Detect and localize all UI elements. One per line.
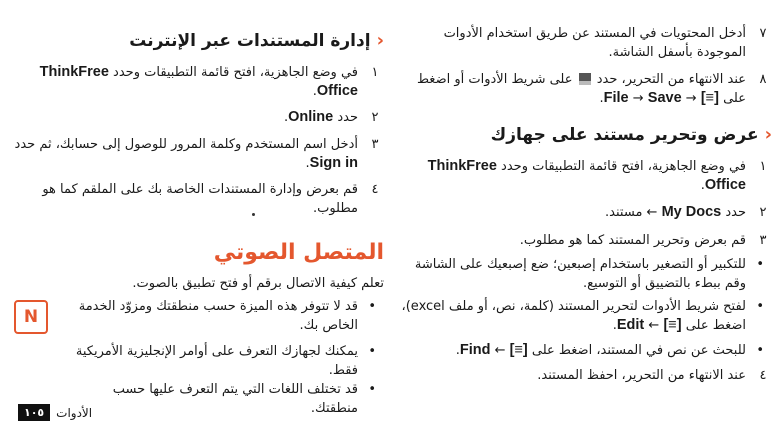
option-sign-in: Sign in: [309, 155, 358, 171]
bullet-text: للبحث عن نص في المستند، اضغط على [≡] ← Find.: [455, 342, 746, 358]
step-number: ٣: [371, 137, 379, 152]
page-number: ١٠٥: [18, 404, 50, 421]
section-heading-online-docs: [129, 30, 384, 51]
bullet-find: [400, 341, 772, 360]
step-1: [400, 157, 772, 195]
heading-text: إدارة المستندات عبر الإنترنت: [129, 30, 371, 51]
note-3: [64, 380, 384, 418]
step-2: [14, 108, 384, 127]
step-number: ٤: [371, 182, 379, 197]
bullet-icon: •: [756, 343, 764, 358]
bullet-edit: [400, 297, 772, 335]
step-number: ١: [371, 65, 379, 80]
chevron-icon: ‹: [376, 30, 384, 51]
option-file: File: [603, 90, 629, 106]
step-text: أدخل اسم المستخدم وكلمة المرور للوصول إلى حسابك، ثم حدد Sign in.: [14, 137, 358, 171]
step-4: [14, 180, 384, 218]
note-text: قد تختلف اللغات التي يتم التعرف عليها حسب منطقتك.: [112, 382, 358, 416]
menu-key-label: [≡]: [700, 90, 719, 106]
bullet-zoom: [400, 255, 772, 293]
bullet-icon: •: [368, 382, 376, 397]
step-8: [400, 70, 772, 108]
step-text: حدد My Docs ← مستند.: [605, 204, 746, 220]
note-icon: N: [14, 300, 48, 334]
footer-section-label: الأدوات: [56, 405, 93, 420]
bullet-icon: •: [368, 299, 376, 314]
step-text: عند الانتهاء من التحرير، احفظ المستند.: [537, 368, 746, 383]
step-number: ١: [759, 159, 767, 174]
menu-key-label: [≡]: [509, 342, 528, 358]
step-number: ٤: [759, 368, 767, 383]
step-7: [400, 24, 772, 62]
step-4: [400, 366, 772, 385]
note-1: [64, 297, 384, 335]
right-column: [400, 0, 772, 428]
step-text: في وضع الجاهزية، افتح قائمة التطبيقات وحدد ThinkFree Office.: [427, 158, 746, 193]
step-number: ٨: [759, 72, 767, 87]
app-name: ThinkFree Office: [39, 64, 358, 99]
step-number: ٧: [759, 26, 767, 41]
decorative-dot: [252, 213, 255, 216]
step-text: عند الانتهاء من التحرير، حدد على شريط الأدوات أو اضغط على [≡] → File → Save.: [416, 72, 746, 106]
step-text: أدخل المحتويات في المستند عن طريق استخدام الأدوات الموجودة بأسفل الشاشة.: [443, 26, 746, 60]
left-column: [14, 0, 384, 428]
option-online: Online: [288, 109, 334, 125]
heading-text: عرض وتحرير مستند على جهازك: [490, 124, 759, 145]
option-my-docs: My Docs: [661, 204, 722, 220]
voice-dialer-title: المتصل الصوتي: [213, 240, 384, 265]
save-icon: [579, 73, 591, 85]
intro-text: تعلم كيفية الاتصال برقم أو فتح تطبيق بالصوت.: [132, 276, 384, 291]
bullet-text: لفتح شريط الأدوات لتحرير المستند (كلمة، نص، أو ملف excel)، اضغط على [≡] ← Edit.: [401, 299, 746, 333]
step-text: حدد Online.: [283, 109, 358, 125]
step-number: ٢: [371, 110, 379, 125]
chevron-icon: ‹: [764, 124, 772, 145]
section-heading-view-edit: [491, 124, 772, 145]
bullet-icon: •: [368, 344, 376, 359]
step-text: قم بعرض وتحرير المستند كما هو مطلوب.: [519, 233, 746, 248]
step-number: ٢: [759, 205, 767, 220]
step-3: [14, 135, 384, 173]
option-edit: Edit: [616, 317, 645, 333]
step-2: [400, 203, 772, 222]
step-3: [400, 231, 772, 250]
step-text: في وضع الجاهزية، افتح قائمة التطبيقات وحدد ThinkFree Office.: [39, 64, 358, 99]
note-text: قد لا تتوفر هذه الميزة حسب منطقتك ومزوّد الخدمة الخاص بك.: [78, 299, 358, 333]
menu-key-label: [≡]: [663, 317, 682, 333]
page-footer: [18, 404, 92, 421]
option-save: Save: [647, 90, 682, 106]
app-name: ThinkFree Office: [427, 158, 746, 193]
voice-intro: [14, 274, 384, 293]
step-1: [14, 63, 384, 101]
bullet-text: للتكبير أو التصغير باستخدام إصبعين؛ ضع إصبعيك على الشاشة وقم ببطء بالتضييق أو التوسيع.: [414, 257, 746, 291]
bullet-icon: •: [756, 299, 764, 314]
step-number: ٣: [759, 233, 767, 248]
note-text: يمكنك لجهازك التعرف على أوامر الإنجليزية الأمريكية فقط.: [75, 344, 358, 378]
bullet-icon: •: [756, 257, 764, 272]
option-find: Find: [459, 342, 491, 358]
note-2: [64, 342, 384, 380]
step-text: قم بعرض وإدارة المستندات الخاصة بك على الملقم كما هو مطلوب.: [42, 182, 358, 216]
